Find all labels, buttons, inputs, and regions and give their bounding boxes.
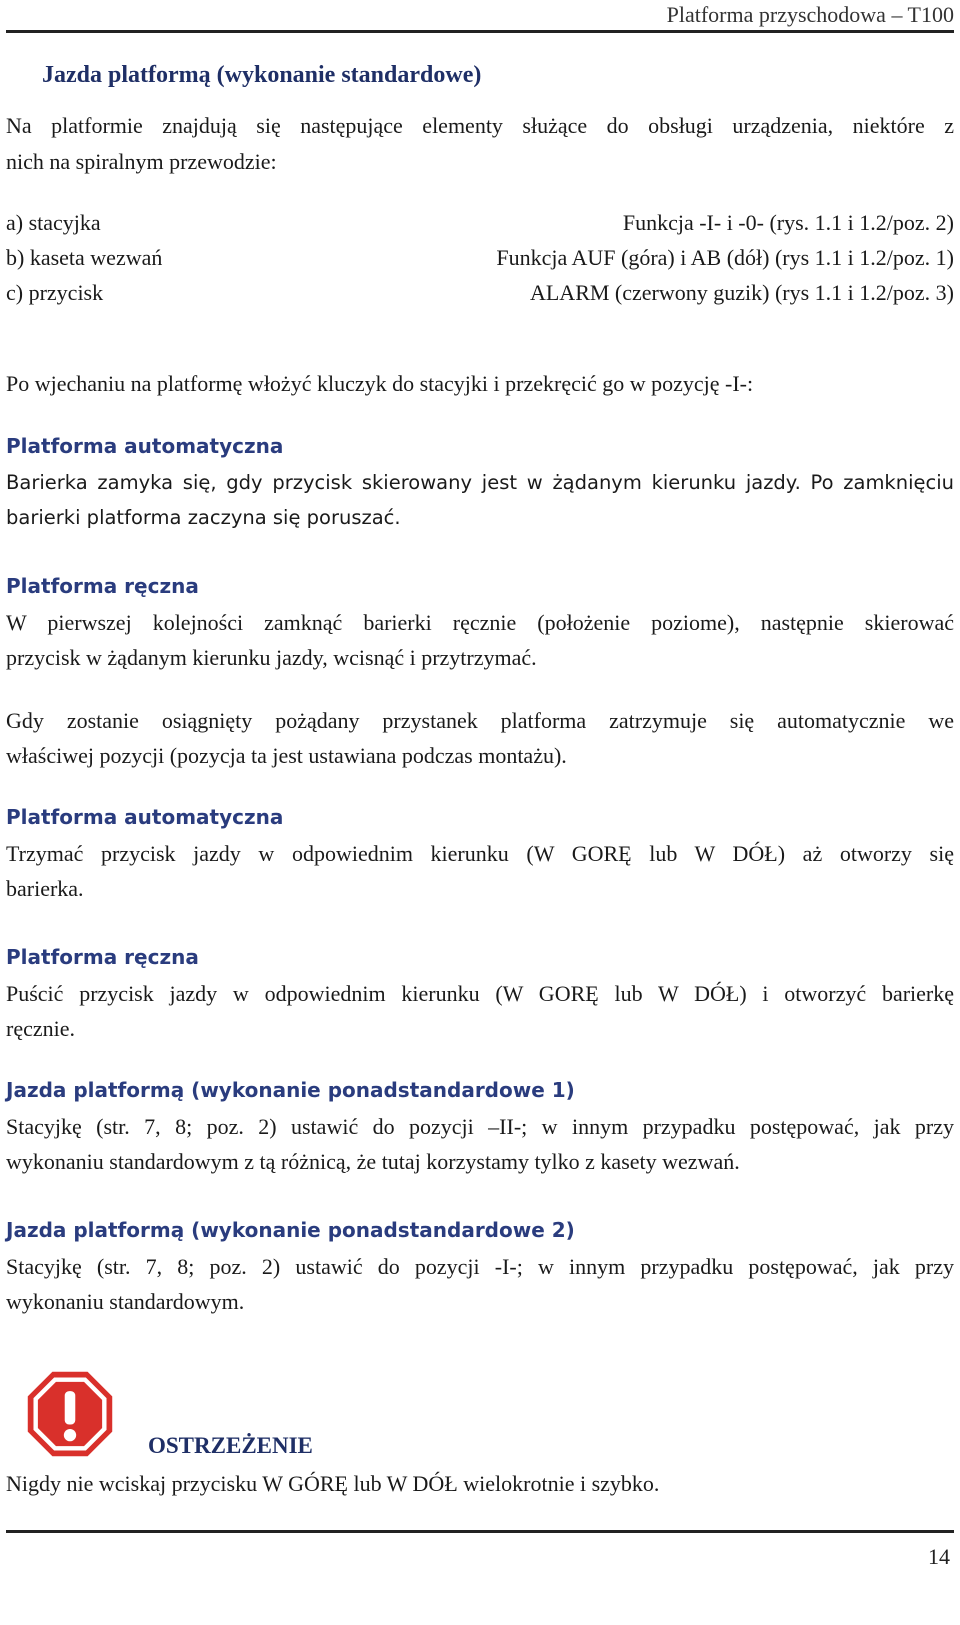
extra-1-line: Stacyjkę (str. 7, 8; poz. 2) ustawić do pozycji –II-; w innym przypadku postępować, jak przy [6, 1114, 954, 1139]
subheading-extra-1: Jazda platformą (wykonanie ponadstandardowe 1) [6, 1078, 575, 1102]
after-entry-text: Po wjechaniu na platformę włożyć kluczyk do stacyjki i przekręcić go w pozycję -I-: [6, 371, 754, 396]
intro-line: nich na spiralnym przewodzie: [6, 149, 277, 174]
extra-2-line: wykonaniu standardowym. [6, 1289, 245, 1314]
page-number: 14 [928, 1544, 950, 1569]
extra-2-line: Stacyjkę (str. 7, 8; poz. 2) ustawić do pozycji -I-; w innym przypadku postępować, jak przy [6, 1254, 954, 1279]
intro-paragraph [6, 108, 954, 144]
footer-rule [6, 1530, 954, 1533]
warning-title: OSTRZEŻENIE [148, 1433, 313, 1458]
control-row [6, 205, 954, 241]
auto-1-line: barierki platforma zaczyna się poruszać. [6, 506, 401, 529]
stop-paragraph-line: właściwej pozycji (pozycja ta jest ustawiana podczas montażu). [6, 743, 567, 768]
control-row [6, 275, 954, 311]
warning-text: Nigdy nie wciskaj przycisku W GÓRĘ lub W DÓŁ wielokrotnie i szybko. [6, 1471, 660, 1496]
control-row [6, 240, 954, 276]
stop-warning-icon [26, 1370, 114, 1458]
manual-1-line: przycisk w żądanym kierunku jazdy, wcisnąć i przytrzymać. [6, 645, 537, 670]
control-desc: ALARM (czerwony guzik) (rys 1.1 i 1.2/poz. 3) [529, 280, 954, 305]
control-desc: Funkcja AUF (góra) i AB (dół) (rys 1.1 i 1.2/poz. 1) [496, 245, 954, 270]
subheading-manual-2: Platforma ręczna [6, 945, 199, 969]
subheading-extra-2: Jazda platformą (wykonanie ponadstandardowe 2) [6, 1218, 575, 1242]
intro-line: Na platformie znajdują się następujące elementy służące do obsługi urządzenia, niektóre z [6, 113, 954, 138]
section-heading-standard: Jazda platformą (wykonanie standardowe) [42, 62, 482, 88]
header-title: Platforma przyschodowa – T100 [666, 2, 954, 27]
control-item: a) stacyjka [6, 210, 101, 235]
control-item: c) przycisk [6, 280, 104, 305]
auto-2-line: Trzymać przycisk jazdy w odpowiednim kierunku (W GORĘ lub W DÓŁ) aż otworzy się [6, 841, 954, 866]
subheading-auto-1: Platforma automatyczna [6, 434, 284, 458]
control-desc: Funkcja -I- i -0- (rys. 1.1 i 1.2/poz. 2) [622, 210, 954, 235]
manual-2-line: ręcznie. [6, 1016, 75, 1041]
manual-2-line: Puścić przycisk jazdy w odpowiednim kierunku (W GORĘ lub W DÓŁ) i otworzyć barierkę [6, 981, 954, 1006]
subheading-manual-1: Platforma ręczna [6, 574, 199, 598]
header-rule [6, 30, 954, 33]
manual-1-line: W pierwszej kolejności zamknąć barierki ręcznie (położenie poziome), następnie skierować [6, 610, 954, 635]
after-entry-paragraph [6, 366, 954, 402]
control-item: b) kaseta wezwań [6, 245, 163, 270]
stop-paragraph-line: Gdy zostanie osiągnięty pożądany przystanek platforma zatrzymuje się automatycznie we [6, 708, 954, 733]
extra-1-line: wykonaniu standardowym z tą różnicą, że tutaj korzystamy tylko z kasety wezwań. [6, 1149, 740, 1174]
auto-2-line: barierka. [6, 876, 84, 901]
auto-1-line: Barierka zamyka się, gdy przycisk skierowany jest w żądanym kierunku jazdy. Po zamknięciu [6, 471, 954, 494]
subheading-auto-2: Platforma automatyczna [6, 805, 284, 829]
intro-paragraph-end [6, 144, 954, 180]
